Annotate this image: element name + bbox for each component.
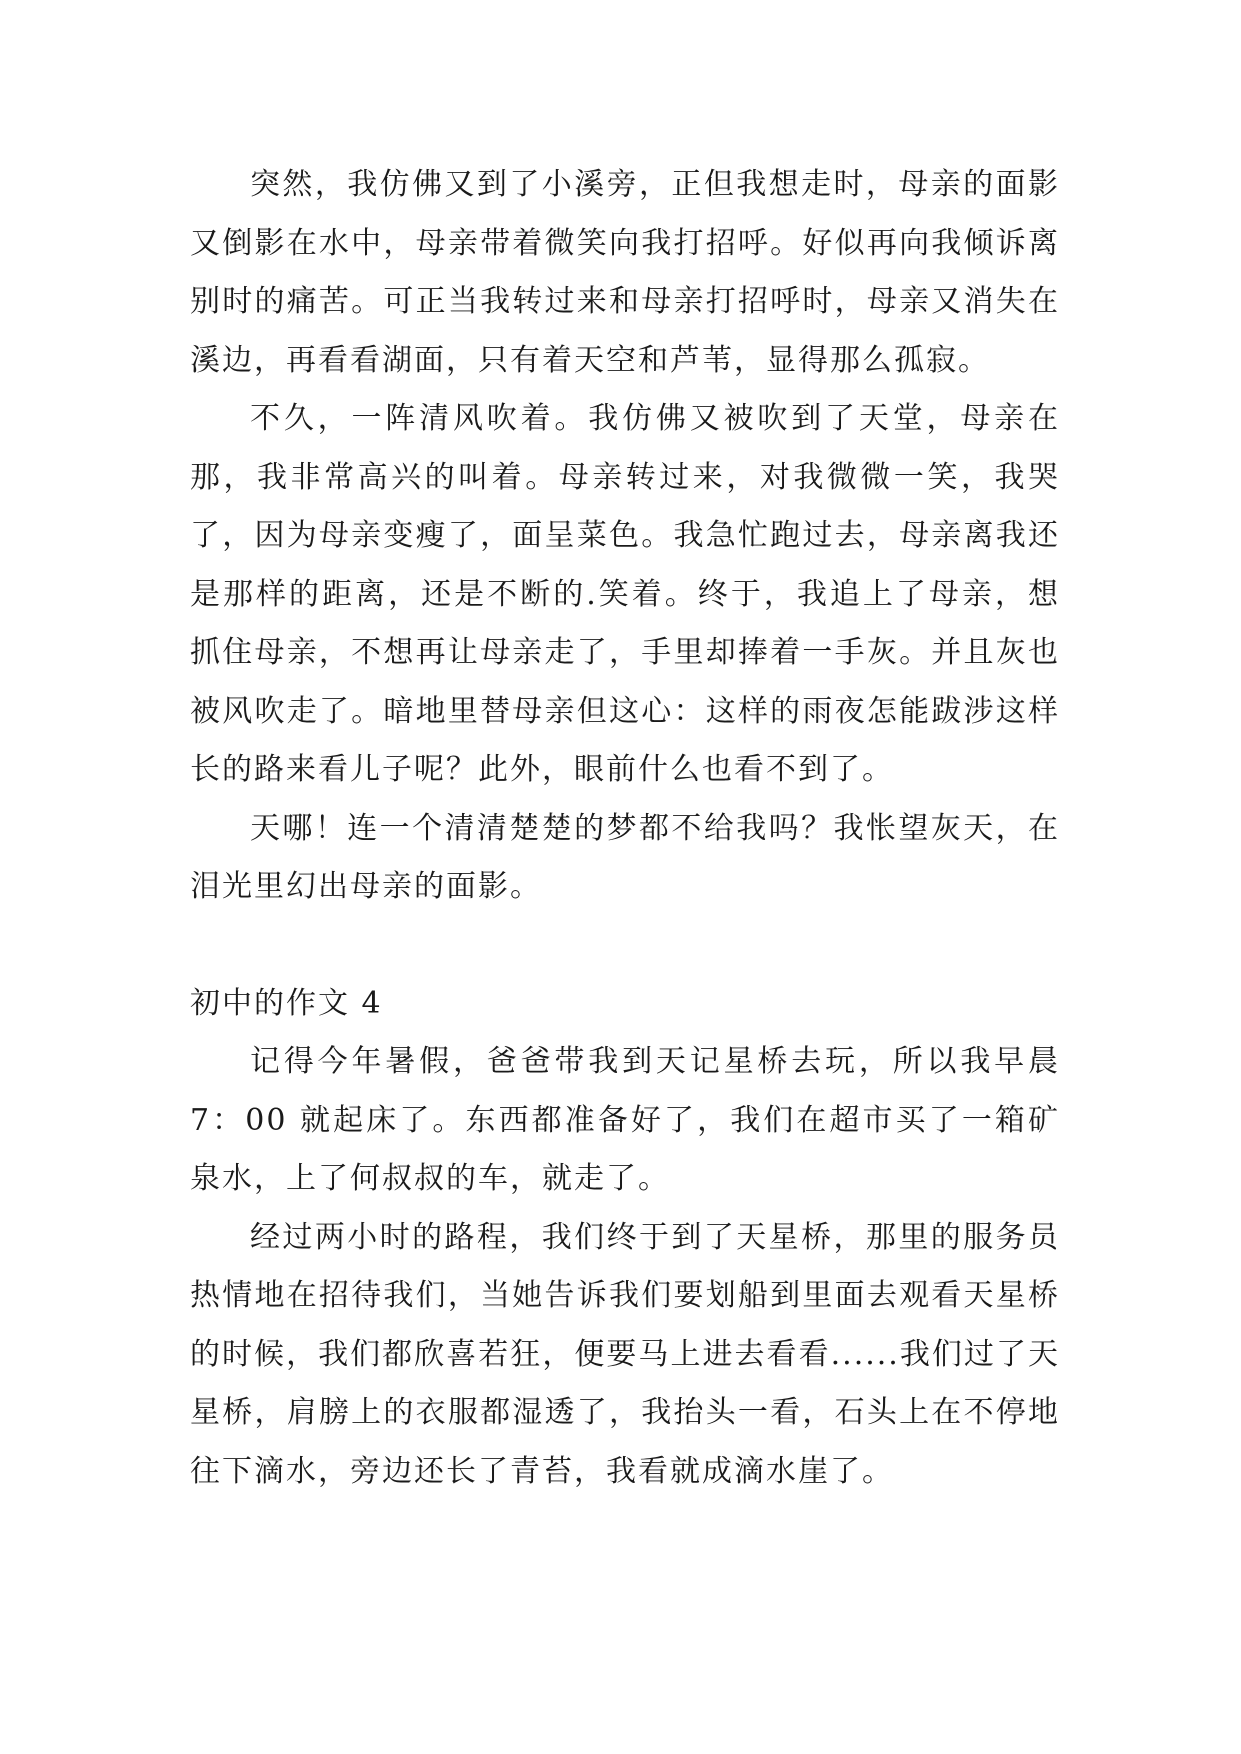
section-spacer [190,917,1060,975]
paragraph: 不久，一阵清风吹着。我仿佛又被吹到了天堂，母亲在那，我非常高兴的叫着。母亲转过来，对我微微一笑，我哭了，因为母亲变瘦了，面呈菜色。我急忙跑过去，母亲离我还是那样的距离，还是不断的.笑着。终于，我追上了母亲，想抓住母亲，不想再让母亲走了，手里却捧着一手灰。并且灰也被风吹走了。暗地里替母亲但这心：这样的雨夜怎能跋涉这样长的路来看儿子呢？此外，眼前什么也看不到了。 [190,401,1060,787]
paragraph: 记得今年暑假，爸爸带我到天记星桥去玩，所以我早晨7：00 就起床了。东西都准备好了，我们在超市买了一箱矿泉水，上了何叔叔的车，就走了。 [190,1044,1060,1196]
paragraph: 突然，我仿佛又到了小溪旁，正但我想走时，母亲的面影又倒影在水中，母亲带着微笑向我打招呼。好似再向我倾诉离别时的痛苦。可正当我转过来和母亲打招呼时，母亲又消失在溪边，再看看湖面，只有着天空和芦苇，显得那么孤寂。 [190,167,1060,378]
paragraph: 天哪！连一个清清楚楚的梦都不给我吗？我怅望灰天，在泪光里幻出母亲的面影。 [190,810,1060,904]
document-body [190,156,1060,1501]
paragraph: 经过两小时的路程，我们终于到了天星桥，那里的服务员热情地在招待我们，当她告诉我们要划船到里面去观看天星桥的时候，我们都欣喜若狂，便要马上进去看看......我们过了天星桥，肩膀上的衣服都湿透了，我抬头一看，石头上在不停地往下滴水，旁边还长了青苔，我看就成滴水崖了。 [190,1219,1060,1489]
section-title: 初中的作文 4 [190,985,383,1021]
